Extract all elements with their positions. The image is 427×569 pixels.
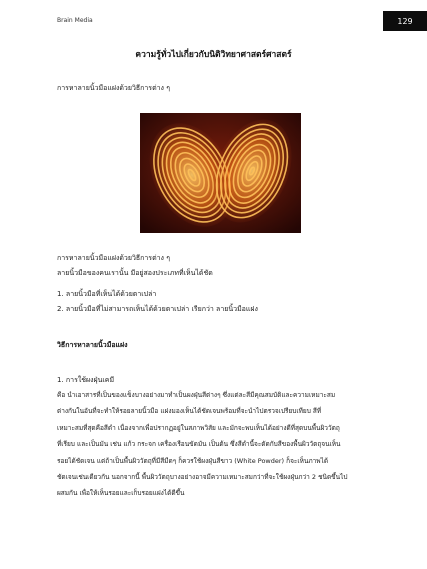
paragraph-line: ชัดเจนเช่นเดียวกัน นอกจากนี้ พื้นผิววัตถุบางอย่างอาจมีความเหมาะสมกว่าที่จะใช้ผงฝุ่นกว่า 2 ชนิดขึ้นไป: [57, 472, 348, 481]
list-item: 2. ลายนิ้วมือที่ไม่สามารถเห็นได้ด้วยตาเปล่า เรียกว่า ลายนิ้วมือแฝง: [57, 305, 258, 313]
page-title: ความรู้ทั่วไปเกี่ยวกับนิติวิทยาศาสตร์ศาสตร์: [135, 50, 292, 60]
paragraph-line: เหมาะสมที่สุดคือสีดำ เนื่องจากเพื่อปรากฏอยู่ในสภาพวิสัย และมักจะพบเห็นได้อย่างดีที่สุดบนพื้นผิววัตถุ: [57, 423, 340, 432]
method-subheading: 1. การใช้ผงฝุ่นเคมี: [57, 376, 115, 384]
paragraph-line: คือ นำเอาสารที่เป็นของแข็งบางอย่างมาทำเป็นผงฝุ่นสีต่างๆ ซึ่งแต่ละสีมีคุณสมบัติและความเหมาะสม: [57, 391, 336, 399]
page-number: 129: [397, 16, 413, 26]
section-heading: การหาลายนิ้วมือแฝงด้วยวิธีการต่าง ๆ: [57, 254, 170, 262]
method-heading: วิธีการหาลายนิ้วมือแฝง: [57, 341, 128, 349]
fingerprints-image: [140, 113, 301, 233]
page-number-box: [383, 11, 427, 31]
section-lead: ลายนิ้วมือของคนเรานั้น มีอยู่สองประเภทที่เห็นได้ชัด: [57, 269, 213, 277]
paragraph-line: ต่างกันในอันที่จะทำให้รอยลายนิ้วมือ แฝงมองเห็นได้ชัดเจนพร้อมที่จะนำไปตรวจเปรียบเทียบ สีที่: [57, 407, 322, 416]
paragraph-line: รอยได้ชัดเจน แต่ถ้าเป็นพื้นผิววัตถุที่มีสีมืดๆ ก็ควรใช้ผงฝุ่นสีขาว (White Powder) ก็จะเห็นภาพได้: [57, 456, 329, 465]
method-paragraph: [57, 387, 369, 502]
list-item: 1. ลายนิ้วมือที่เห็นได้ด้วยตาเปล่า: [57, 290, 157, 298]
paragraph-line: ที่เรียบ และเป็นมัน เช่น แก้ว กระจก เครื่องเรือนขัดมัน เป็นต้น ซึ่งสีดำนี้จะตัดกับสีของพื้นผิววัตถุจนเห็น: [57, 440, 341, 449]
publisher-name: Brain Media: [57, 17, 93, 24]
intro-text: การหาลายนิ้วมือแฝงด้วยวิธีการต่าง ๆ: [57, 84, 170, 92]
paragraph-line: ผสมกัน เพื่อให้เห็นรอยและเก็บรอยแฝงได้ดีขึ้น: [57, 489, 185, 498]
